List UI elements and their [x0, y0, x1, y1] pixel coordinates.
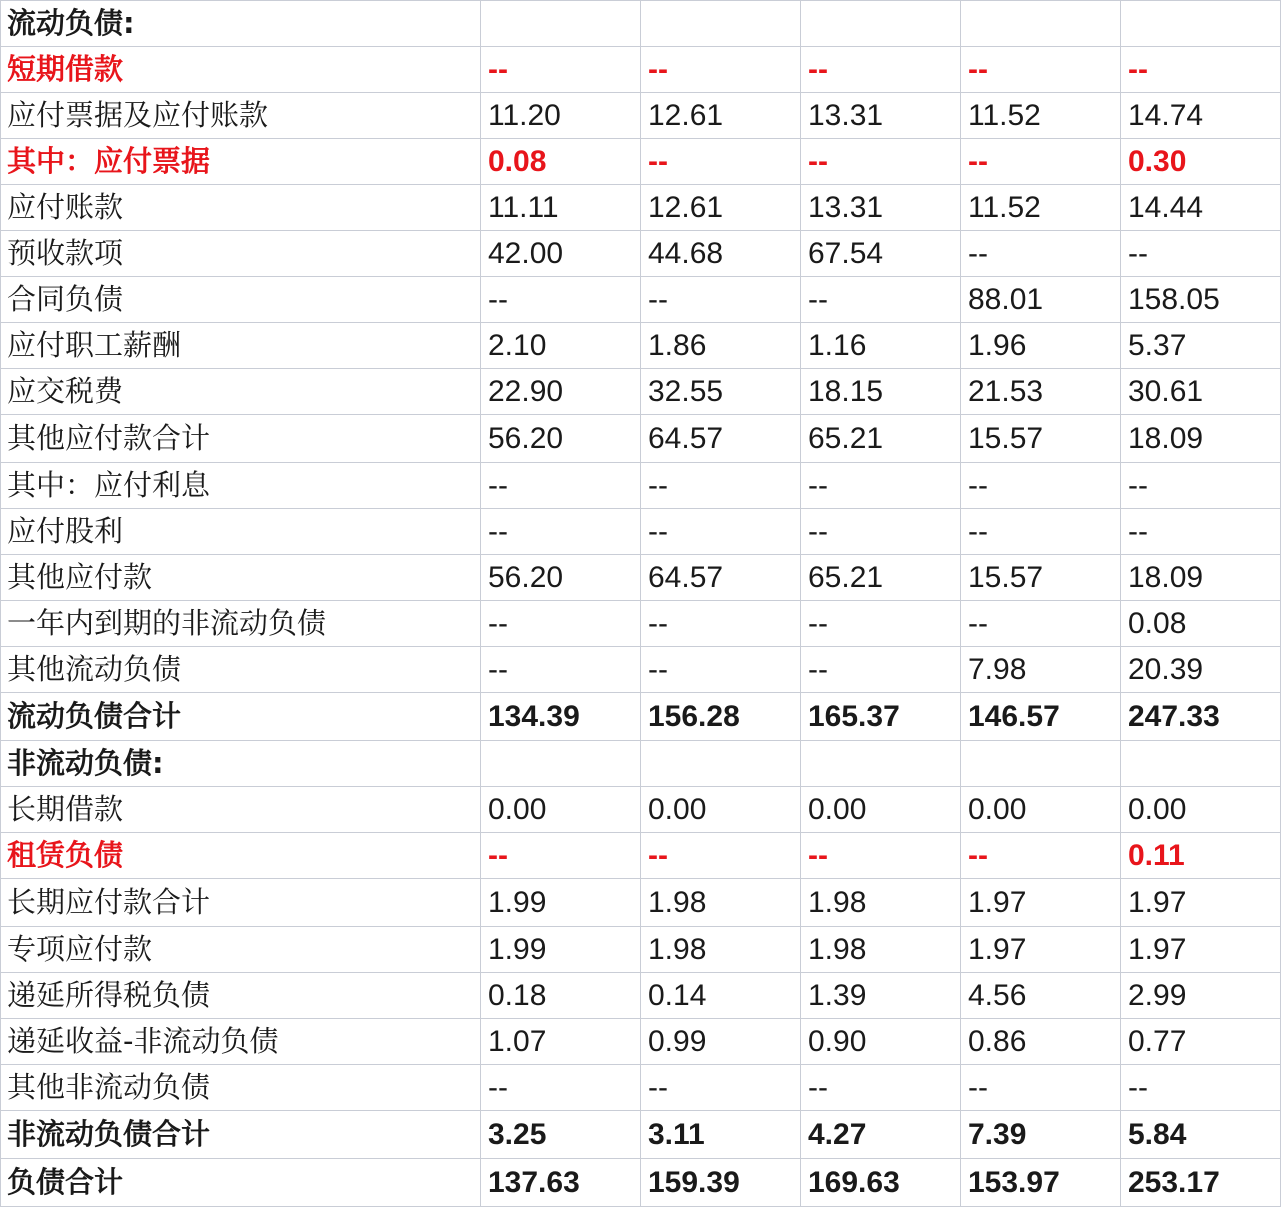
value-cell[interactable]: 15.57 — [961, 555, 1121, 601]
value-cell[interactable] — [801, 1, 961, 47]
value-cell[interactable]: 1.96 — [961, 323, 1121, 369]
value-cell[interactable]: 30.61 — [1121, 369, 1281, 415]
value-cell[interactable]: 0.08 — [1121, 601, 1281, 647]
value-cell[interactable]: 0.30 — [1121, 139, 1281, 185]
table-row — [1, 555, 1281, 601]
row-label[interactable]: 非流动负债: — [1, 741, 481, 787]
value-cell[interactable]: -- — [961, 601, 1121, 647]
value-cell[interactable]: 13.31 — [801, 185, 961, 231]
value-cell[interactable]: -- — [641, 833, 801, 879]
row-label[interactable]: 专项应付款 — [1, 927, 481, 973]
value-cell[interactable]: 65.21 — [801, 415, 961, 463]
table-row — [1, 879, 1281, 927]
row-label[interactable]: 流动负债: — [1, 1, 481, 47]
value-cell[interactable]: 165.37 — [801, 693, 961, 741]
value-cell[interactable]: 158.05 — [1121, 277, 1281, 323]
value-cell[interactable]: -- — [1121, 47, 1281, 93]
value-cell[interactable]: 56.20 — [481, 555, 641, 601]
row-label[interactable]: 应付账款 — [1, 185, 481, 231]
value-cell[interactable]: 0.00 — [961, 787, 1121, 833]
value-cell[interactable]: 64.57 — [641, 555, 801, 601]
row-label[interactable]: 应交税费 — [1, 369, 481, 415]
value-cell[interactable]: 18.09 — [1121, 415, 1281, 463]
value-cell[interactable]: -- — [481, 647, 641, 693]
value-cell[interactable]: 1.97 — [1121, 879, 1281, 927]
value-cell[interactable]: -- — [641, 1065, 801, 1111]
value-cell[interactable] — [961, 741, 1121, 787]
table-row — [1, 1019, 1281, 1065]
value-cell[interactable]: -- — [641, 601, 801, 647]
value-cell[interactable]: -- — [961, 139, 1121, 185]
value-cell[interactable]: 5.37 — [1121, 323, 1281, 369]
row-label[interactable]: 负债合计 — [1, 1159, 481, 1207]
value-cell[interactable]: 7.39 — [961, 1111, 1121, 1159]
value-cell[interactable]: 253.17 — [1121, 1159, 1281, 1207]
value-cell[interactable]: -- — [1121, 1065, 1281, 1111]
value-cell[interactable]: 1.97 — [961, 927, 1121, 973]
row-label[interactable]: 其他应付款 — [1, 555, 481, 601]
row-label[interactable]: 短期借款 — [1, 47, 481, 93]
value-cell[interactable]: 169.63 — [801, 1159, 961, 1207]
table-row — [1, 601, 1281, 647]
value-cell[interactable]: -- — [801, 1065, 961, 1111]
value-cell[interactable]: -- — [641, 47, 801, 93]
value-cell[interactable]: 1.99 — [481, 927, 641, 973]
value-cell[interactable]: -- — [481, 277, 641, 323]
value-cell[interactable]: 0.14 — [641, 973, 801, 1019]
value-cell[interactable]: 65.21 — [801, 555, 961, 601]
table-row — [1, 647, 1281, 693]
value-cell[interactable] — [961, 1, 1121, 47]
value-cell[interactable]: 1.98 — [801, 927, 961, 973]
value-cell[interactable]: 11.11 — [481, 185, 641, 231]
value-cell[interactable]: 146.57 — [961, 693, 1121, 741]
table-row — [1, 463, 1281, 509]
value-cell[interactable]: 1.86 — [641, 323, 801, 369]
value-cell[interactable]: -- — [801, 647, 961, 693]
value-cell[interactable]: 1.98 — [641, 927, 801, 973]
row-label[interactable]: 应付职工薪酬 — [1, 323, 481, 369]
value-cell[interactable]: 0.00 — [641, 787, 801, 833]
value-cell[interactable]: -- — [1121, 463, 1281, 509]
value-cell[interactable]: -- — [801, 47, 961, 93]
row-label[interactable]: 非流动负债合计 — [1, 1111, 481, 1159]
value-cell[interactable]: 5.84 — [1121, 1111, 1281, 1159]
value-cell[interactable]: 156.28 — [641, 693, 801, 741]
value-cell[interactable]: 14.44 — [1121, 185, 1281, 231]
value-cell[interactable]: -- — [481, 47, 641, 93]
value-cell[interactable]: -- — [641, 139, 801, 185]
value-cell[interactable]: 42.00 — [481, 231, 641, 277]
row-label[interactable]: 合同负债 — [1, 277, 481, 323]
value-cell[interactable]: 0.11 — [1121, 833, 1281, 879]
value-cell[interactable]: 15.57 — [961, 415, 1121, 463]
table-row — [1, 47, 1281, 93]
row-label[interactable]: 递延所得税负债 — [1, 973, 481, 1019]
row-label[interactable]: 长期应付款合计 — [1, 879, 481, 927]
value-cell[interactable]: -- — [481, 509, 641, 555]
value-cell[interactable]: 3.25 — [481, 1111, 641, 1159]
value-cell[interactable]: 1.98 — [801, 879, 961, 927]
table-row — [1, 185, 1281, 231]
value-cell[interactable]: 4.27 — [801, 1111, 961, 1159]
table-row — [1, 277, 1281, 323]
table-row — [1, 1159, 1281, 1207]
row-label[interactable]: 其中：应付利息 — [1, 463, 481, 509]
value-cell[interactable]: 67.54 — [801, 231, 961, 277]
value-cell[interactable]: -- — [961, 1065, 1121, 1111]
value-cell[interactable]: -- — [801, 833, 961, 879]
value-cell[interactable]: 22.90 — [481, 369, 641, 415]
value-cell[interactable]: 12.61 — [641, 185, 801, 231]
value-cell[interactable]: 2.10 — [481, 323, 641, 369]
value-cell[interactable]: 64.57 — [641, 415, 801, 463]
value-cell[interactable]: -- — [641, 509, 801, 555]
value-cell[interactable] — [481, 1, 641, 47]
value-cell[interactable]: 0.90 — [801, 1019, 961, 1065]
value-cell[interactable]: 134.39 — [481, 693, 641, 741]
row-label[interactable]: 预收款项 — [1, 231, 481, 277]
value-cell[interactable]: 18.15 — [801, 369, 961, 415]
value-cell[interactable]: 1.97 — [961, 879, 1121, 927]
value-cell[interactable]: 0.99 — [641, 1019, 801, 1065]
table-row — [1, 1, 1281, 47]
value-cell[interactable] — [641, 741, 801, 787]
table-row — [1, 1065, 1281, 1111]
row-label[interactable]: 一年内到期的非流动负债 — [1, 601, 481, 647]
table-row — [1, 139, 1281, 185]
table-row — [1, 1111, 1281, 1159]
value-cell[interactable]: -- — [1121, 231, 1281, 277]
value-cell[interactable]: -- — [961, 833, 1121, 879]
value-cell[interactable]: 1.97 — [1121, 927, 1281, 973]
row-label[interactable]: 应付股利 — [1, 509, 481, 555]
value-cell[interactable]: -- — [801, 139, 961, 185]
value-cell[interactable]: -- — [961, 509, 1121, 555]
value-cell[interactable]: -- — [961, 463, 1121, 509]
value-cell[interactable]: -- — [961, 47, 1121, 93]
value-cell[interactable]: -- — [801, 463, 961, 509]
table-row — [1, 833, 1281, 879]
value-cell[interactable]: 20.39 — [1121, 647, 1281, 693]
row-label[interactable]: 其他非流动负债 — [1, 1065, 481, 1111]
value-cell[interactable]: 0.00 — [481, 787, 641, 833]
value-cell[interactable]: 11.52 — [961, 93, 1121, 139]
value-cell[interactable]: 0.08 — [481, 139, 641, 185]
row-label[interactable]: 其中：应付票据 — [1, 139, 481, 185]
value-cell[interactable]: 0.77 — [1121, 1019, 1281, 1065]
table-row — [1, 741, 1281, 787]
value-cell[interactable] — [1121, 1, 1281, 47]
value-cell[interactable]: -- — [641, 463, 801, 509]
value-cell[interactable]: -- — [481, 601, 641, 647]
value-cell[interactable]: 1.39 — [801, 973, 961, 1019]
value-cell[interactable]: -- — [481, 463, 641, 509]
value-cell[interactable]: 153.97 — [961, 1159, 1121, 1207]
value-cell[interactable]: 2.99 — [1121, 973, 1281, 1019]
table-body — [1, 1, 1281, 1207]
value-cell[interactable]: 56.20 — [481, 415, 641, 463]
value-cell[interactable]: 11.52 — [961, 185, 1121, 231]
value-cell[interactable]: 88.01 — [961, 277, 1121, 323]
value-cell[interactable]: 12.61 — [641, 93, 801, 139]
table-row — [1, 927, 1281, 973]
value-cell[interactable]: 44.68 — [641, 231, 801, 277]
value-cell[interactable]: 1.98 — [641, 879, 801, 927]
value-cell[interactable]: -- — [961, 231, 1121, 277]
value-cell[interactable] — [481, 741, 641, 787]
value-cell[interactable]: 0.00 — [801, 787, 961, 833]
value-cell[interactable]: 7.98 — [961, 647, 1121, 693]
value-cell[interactable] — [641, 1, 801, 47]
row-label[interactable]: 长期借款 — [1, 787, 481, 833]
row-label[interactable]: 应付票据及应付账款 — [1, 93, 481, 139]
row-label[interactable]: 租赁负债 — [1, 833, 481, 879]
table-row — [1, 509, 1281, 555]
value-cell[interactable]: 4.56 — [961, 973, 1121, 1019]
value-cell[interactable]: 0.18 — [481, 973, 641, 1019]
table-row — [1, 415, 1281, 463]
table-row — [1, 973, 1281, 1019]
value-cell[interactable]: 247.33 — [1121, 693, 1281, 741]
row-label[interactable]: 递延收益-非流动负债 — [1, 1019, 481, 1065]
value-cell[interactable]: 21.53 — [961, 369, 1121, 415]
value-cell[interactable]: -- — [1121, 509, 1281, 555]
value-cell[interactable] — [801, 741, 961, 787]
table-row — [1, 787, 1281, 833]
value-cell[interactable]: -- — [641, 647, 801, 693]
value-cell[interactable]: -- — [801, 601, 961, 647]
value-cell[interactable]: 3.11 — [641, 1111, 801, 1159]
value-cell[interactable]: 159.39 — [641, 1159, 801, 1207]
table-row — [1, 369, 1281, 415]
value-cell[interactable]: 137.63 — [481, 1159, 641, 1207]
value-cell[interactable]: 1.16 — [801, 323, 961, 369]
value-cell[interactable]: -- — [801, 277, 961, 323]
value-cell[interactable]: 18.09 — [1121, 555, 1281, 601]
value-cell[interactable]: 14.74 — [1121, 93, 1281, 139]
value-cell[interactable]: -- — [481, 833, 641, 879]
row-label[interactable]: 流动负债合计 — [1, 693, 481, 741]
table-row — [1, 231, 1281, 277]
row-label[interactable]: 其他应付款合计 — [1, 415, 481, 463]
value-cell[interactable]: 1.07 — [481, 1019, 641, 1065]
value-cell[interactable]: 32.55 — [641, 369, 801, 415]
value-cell[interactable]: -- — [801, 509, 961, 555]
value-cell[interactable]: 11.20 — [481, 93, 641, 139]
value-cell[interactable]: -- — [641, 277, 801, 323]
value-cell[interactable]: 1.99 — [481, 879, 641, 927]
value-cell[interactable]: -- — [481, 1065, 641, 1111]
row-label[interactable]: 其他流动负债 — [1, 647, 481, 693]
value-cell[interactable] — [1121, 741, 1281, 787]
value-cell[interactable]: 0.00 — [1121, 787, 1281, 833]
table-row — [1, 93, 1281, 139]
table-row — [1, 693, 1281, 741]
table-row — [1, 323, 1281, 369]
value-cell[interactable]: 13.31 — [801, 93, 961, 139]
value-cell[interactable]: 0.86 — [961, 1019, 1121, 1065]
